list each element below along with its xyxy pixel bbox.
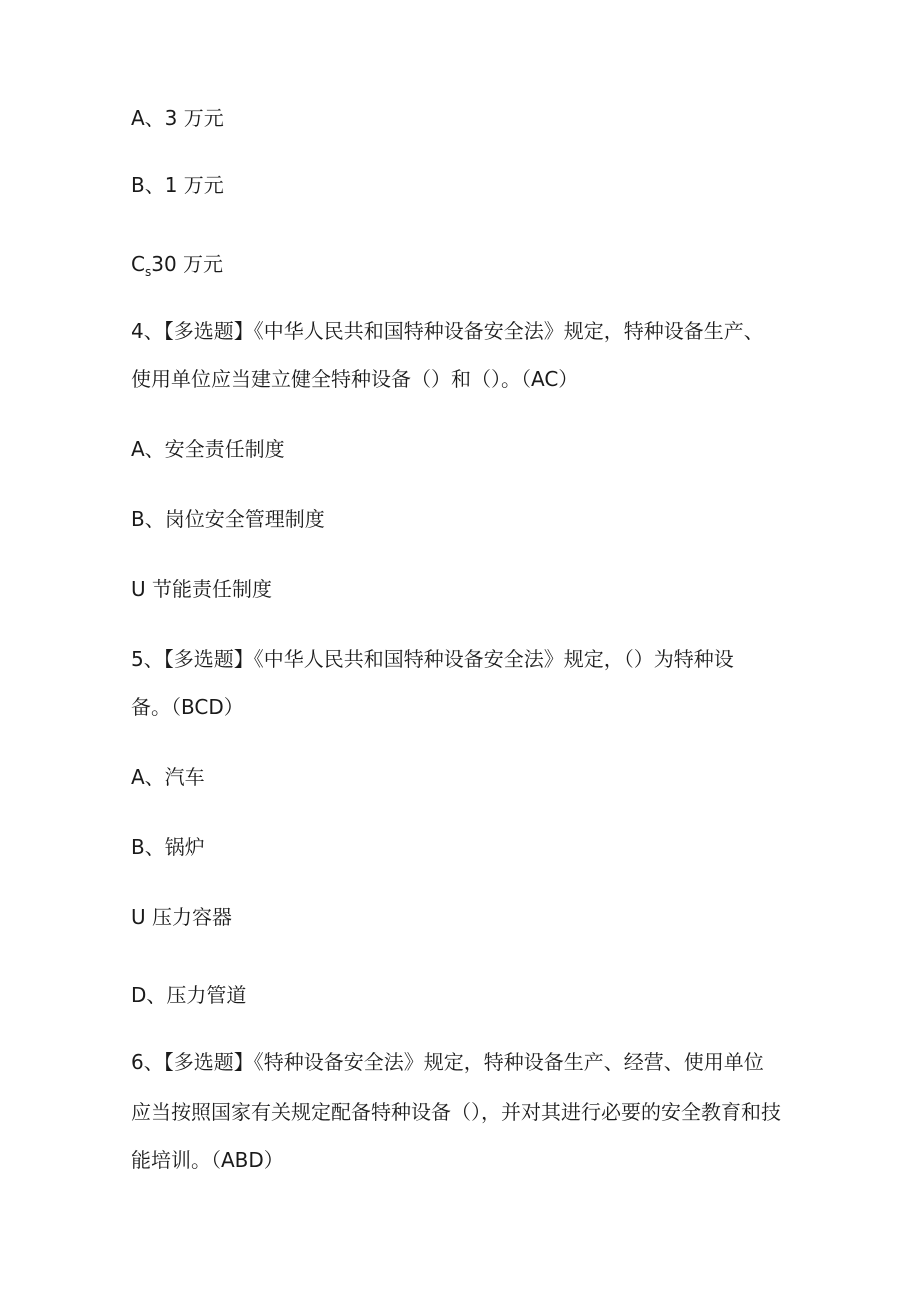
q6-question-line-3: 能培训。（ABD） (131, 1148, 284, 1172)
q4-question-line-1: 4、【多选题】《中华人民共和国特种设备安全法》规定，特种设备生产、 (131, 319, 764, 343)
q3-option-c-text: 30 万元 (151, 252, 224, 276)
q4-option-c: U 节能责任制度 (131, 577, 272, 601)
q6-question-line-2: 应当按照国家有关规定配备特种设备（），并对其进行必要的安全教育和技 (131, 1100, 781, 1124)
q3-option-b: B、1 万元 (131, 173, 224, 197)
q5-option-a: A、汽车 (131, 765, 205, 789)
q3-option-a: A、3 万元 (131, 106, 224, 130)
q5-question-line-1: 5、【多选题】《中华人民共和国特种设备安全法》规定，（）为特种设 (131, 647, 734, 671)
q4-option-a: A、安全责任制度 (131, 437, 285, 461)
q3-option-c-letter: C (131, 252, 145, 276)
q4-question-line-2: 使用单位应当建立健全特种设备（）和（）。（AC） (131, 367, 579, 391)
q3-option-c (131, 251, 223, 285)
q5-option-c: U 压力容器 (131, 905, 232, 929)
q4-option-b: B、岗位安全管理制度 (131, 507, 325, 531)
q5-question-line-2: 备。（BCD） (131, 695, 244, 719)
q3-option-c-subscript: s (144, 265, 152, 279)
q5-option-b: B、锅炉 (131, 835, 205, 859)
q5-option-d: D、压力管道 (131, 983, 247, 1007)
q6-question-line-1: 6、【多选题】《特种设备安全法》规定，特种设备生产、经营、使用单位 (131, 1050, 764, 1074)
